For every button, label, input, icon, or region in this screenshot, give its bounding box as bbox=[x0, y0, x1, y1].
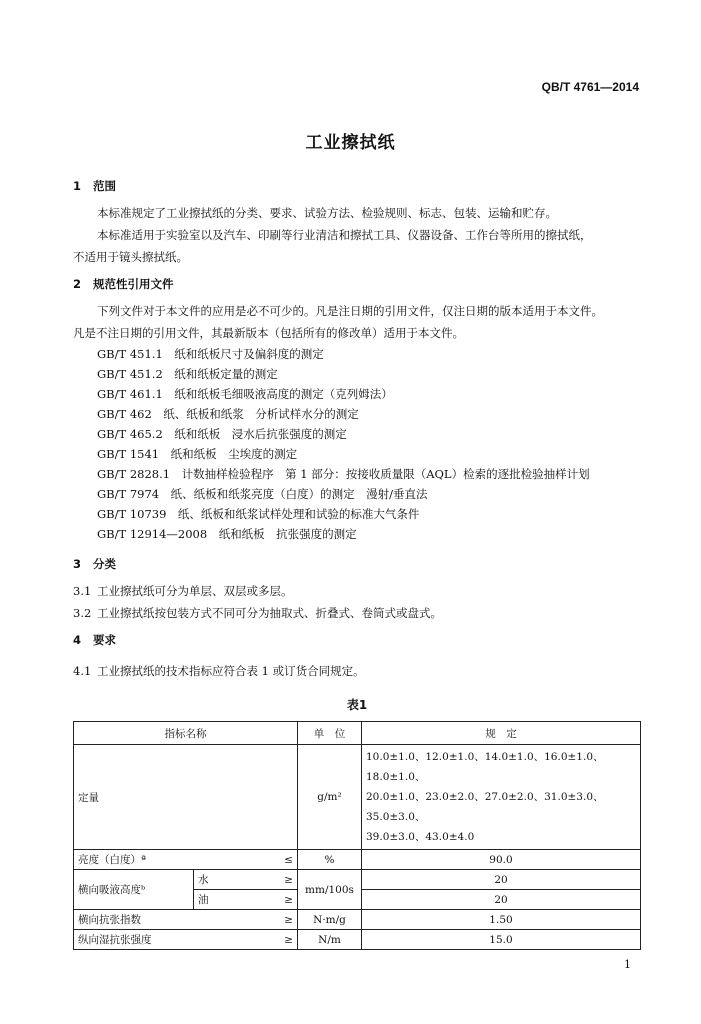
table-row bbox=[74, 850, 641, 870]
reference-item: GB/T 2828.1 计数抽样检验程序 第 1 部分：按接收质量限（AQL）检索的逐批检验抽样计划 bbox=[97, 467, 590, 481]
row-name: 亮度（白度）ª bbox=[74, 850, 242, 870]
table-row bbox=[74, 910, 641, 930]
paragraph: 本标准适用于实验室以及汽车、印刷等行业清洁和擦拭工具、仪器设备、工作台等所用的擦拭纸， bbox=[97, 228, 592, 242]
row-symbol: ≥ bbox=[242, 910, 298, 930]
table-row bbox=[74, 745, 641, 850]
row-unit: % bbox=[298, 850, 362, 870]
table-row bbox=[74, 930, 641, 950]
header-spec: 规 定 bbox=[362, 722, 641, 745]
row-name: 横向抗张指数 bbox=[74, 910, 242, 930]
clause-3-2: 3.2 工业擦拭纸按包装方式不同可分为抽取式、折叠式、卷筒式或盘式。 bbox=[73, 606, 442, 620]
reference-item: GB/T 7974 纸、纸板和纸浆亮度（白度）的测定 漫射/垂直法 bbox=[97, 487, 428, 501]
row-name: 纵向湿抗张强度 bbox=[74, 930, 242, 950]
reference-item: GB/T 10739 纸、纸板和纸浆试样处理和试验的标准大气条件 bbox=[97, 507, 420, 521]
reference-item: GB/T 451.2 纸和纸板定量的测定 bbox=[97, 367, 278, 381]
reference-list bbox=[73, 344, 641, 544]
clause-4-1: 4.1 工业擦拭纸的技术指标应符合表 1 或订货合同规定。 bbox=[73, 664, 365, 678]
row-symbol: ≥ bbox=[242, 930, 298, 950]
paragraph: 凡是不注日期的引用文件，其最新版本（包括所有的修改单）适用于本文件。 bbox=[73, 326, 464, 340]
reference-item: GB/T 12914—2008 纸和纸板 抗张强度的测定 bbox=[97, 527, 357, 541]
table-header-row bbox=[74, 722, 641, 745]
paragraph: 下列文件对于本文件的应用是必不可少的。凡是注日期的引用文件，仅注日期的版本适用于本文件。 bbox=[97, 304, 603, 318]
spec-table bbox=[73, 721, 641, 950]
row-sublabel: 水 bbox=[194, 870, 242, 890]
paragraph: 本标准规定了工业擦拭纸的分类、要求、试验方法、检验规则、标志、包装、运输和贮存。 bbox=[97, 206, 557, 220]
document-title: 工业擦拭纸 bbox=[305, 133, 396, 153]
row-spec: 90.0 bbox=[362, 850, 641, 870]
row-symbol: ≥ bbox=[242, 890, 298, 910]
section-heading-requirements: 4 要求 bbox=[73, 633, 116, 647]
page-number: 1 bbox=[624, 958, 631, 971]
row-unit: g/m² bbox=[298, 745, 362, 850]
reference-item: GB/T 465.2 纸和纸板 浸水后抗张强度的测定 bbox=[97, 427, 347, 441]
paragraph: 不适用于镜头擦拭纸。 bbox=[73, 250, 188, 264]
row-sublabel: 油 bbox=[194, 890, 242, 910]
table-row bbox=[74, 870, 641, 890]
row-unit: N/m bbox=[298, 930, 362, 950]
section-heading-references: 2 规范性引用文件 bbox=[73, 277, 174, 291]
reference-item: GB/T 461.1 纸和纸板毛细吸液高度的测定（克列姆法） bbox=[97, 387, 393, 401]
section-heading-scope: 1 范围 bbox=[73, 179, 116, 193]
reference-item: GB/T 1541 纸和纸板 尘埃度的测定 bbox=[97, 447, 298, 461]
section-heading-classification: 3 分类 bbox=[73, 557, 116, 571]
row-name: 定量 bbox=[74, 745, 298, 850]
row-symbol: ≤ bbox=[242, 850, 298, 870]
header-name: 指标名称 bbox=[74, 722, 298, 745]
table-caption: 表1 bbox=[346, 698, 368, 712]
row-spec: 1.50 bbox=[362, 910, 641, 930]
standard-code: QB/T 4761—2014 bbox=[541, 80, 639, 94]
reference-item: GB/T 462 纸、纸板和纸浆 分析试样水分的测定 bbox=[97, 407, 359, 421]
row-spec: 20 bbox=[362, 890, 641, 910]
document-body bbox=[73, 178, 641, 950]
row-spec: 10.0±1.0、12.0±1.0、14.0±1.0、16.0±1.0、18.0±1.0、 20.0±1.0、23.0±2.0、27.0±2.0、31.0±3.0、35.0±3.0、 39.0±3.0、43.0±4.0 bbox=[362, 745, 641, 850]
clause-3-1: 3.1 工业擦拭纸可分为单层、双层或多层。 bbox=[73, 584, 293, 598]
row-spec: 15.0 bbox=[362, 930, 641, 950]
row-unit: N·m/g bbox=[298, 910, 362, 930]
row-name: 横向吸液高度ᵇ bbox=[74, 870, 194, 910]
reference-item: GB/T 451.1 纸和纸板尺寸及偏斜度的测定 bbox=[97, 347, 324, 361]
row-symbol: ≥ bbox=[242, 870, 298, 890]
header-unit: 单 位 bbox=[298, 722, 362, 745]
row-spec: 20 bbox=[362, 870, 641, 890]
row-unit: mm/100s bbox=[298, 870, 362, 910]
